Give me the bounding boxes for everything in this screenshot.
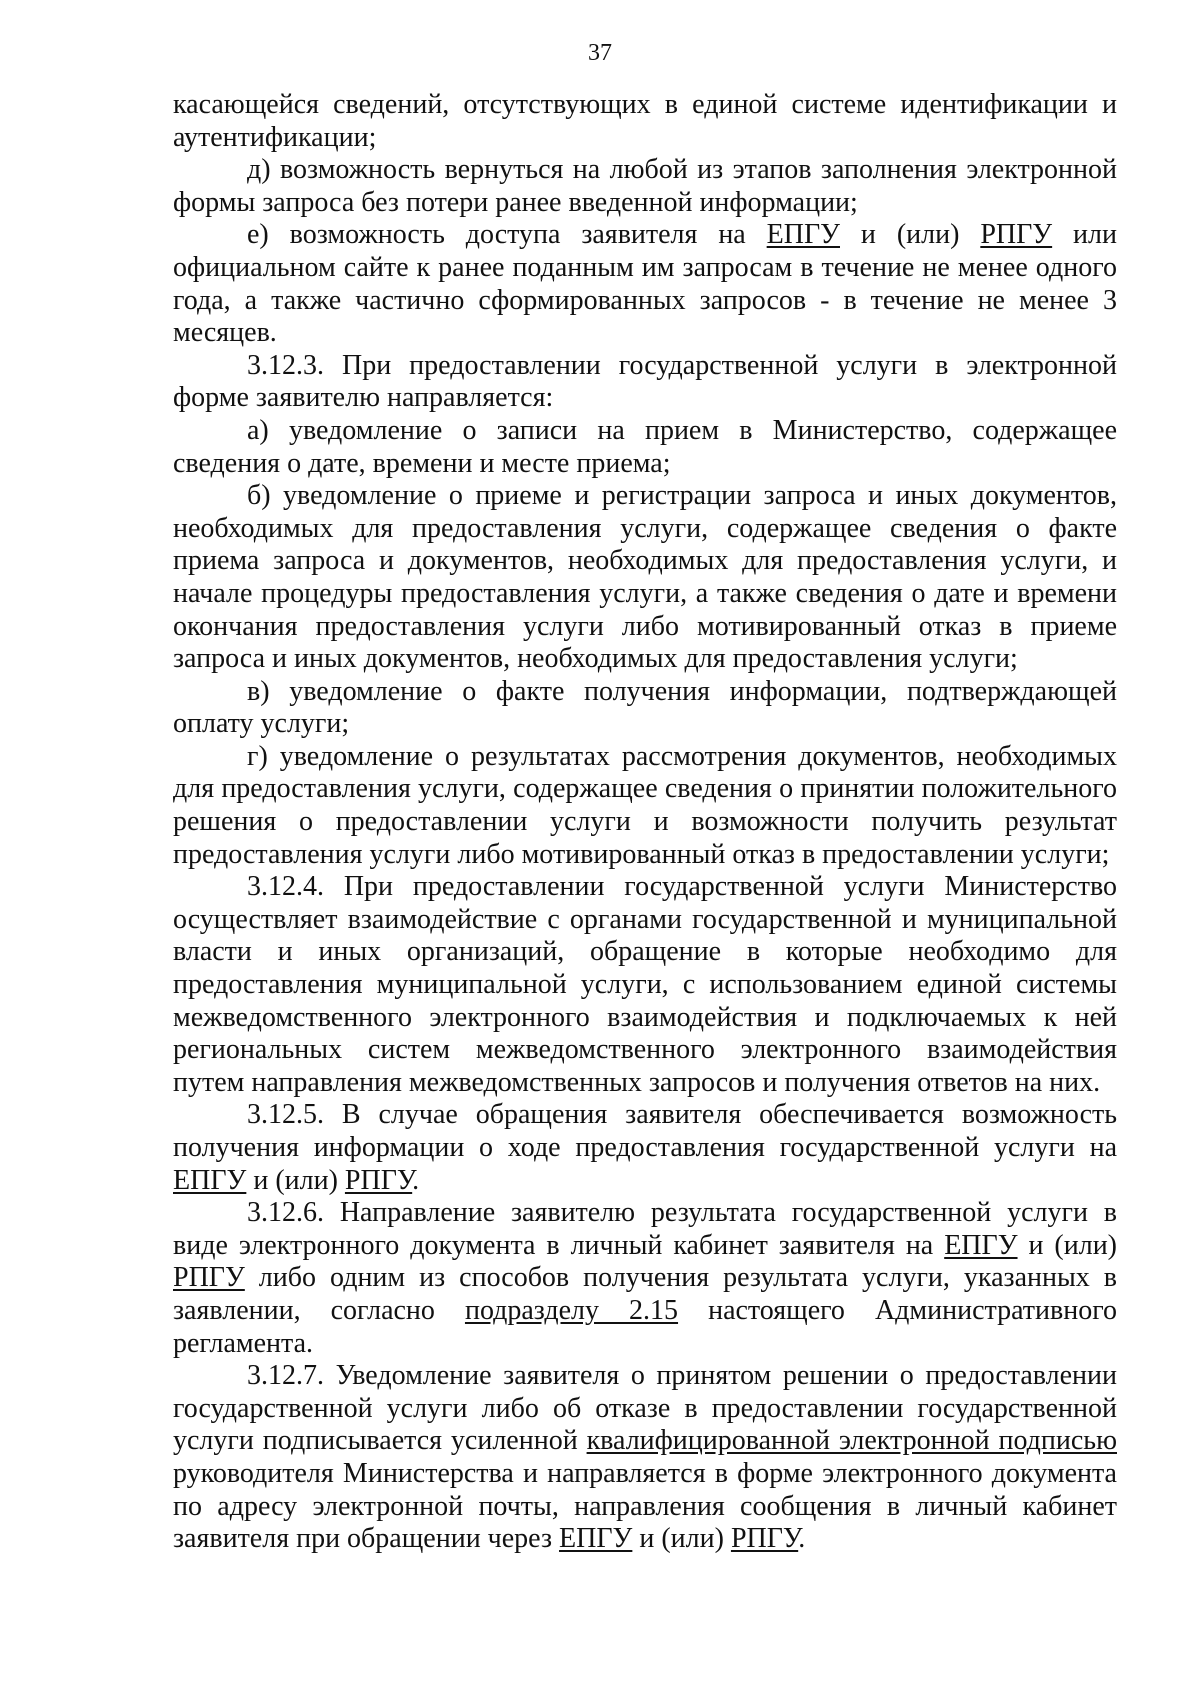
text-run: и (или): [632, 1523, 731, 1555]
text-run: касающейся сведений, отсутствующих в единой системе идентификации и аутентификации;: [173, 89, 1117, 153]
paragraph: [173, 1360, 1117, 1556]
reference-link: ЕПГУ: [173, 1164, 247, 1196]
reference-link: ЕПГУ: [766, 219, 840, 251]
page-number: 37: [588, 40, 612, 66]
text-run: 3.12.3. При предоставлении государственной услуги в электронной форме заявителю направляется:: [173, 349, 1117, 414]
text-run: 3.12.6. Направление заявителю результата государственной услуги в виде электронного документа в личный кабинет заявителя на: [173, 1197, 1117, 1261]
text-run: г) уведомление о результатах рассмотрения документов, необходимых для предоставления услуги, содержащее сведения о принятии положительного решения о предоставлении услуги и возможности получить результат предоставления услуги либо мотивированный отказ в предоставлении услуги;: [173, 740, 1117, 870]
text-run: либо одним из способов получения результата услуги, указанных в заявлении, согласно: [173, 1262, 1117, 1326]
paragraph: [173, 415, 1117, 480]
reference-link: РПГУ: [344, 1164, 413, 1196]
paragraph: [173, 219, 1117, 349]
paragraph: [173, 89, 1117, 154]
paragraph: [173, 676, 1117, 741]
text-run: а) уведомление о записи на прием в Министерство, содержащее сведения о дате, времени и месте приема;: [173, 414, 1117, 479]
reference-link: РПГУ: [980, 219, 1053, 251]
text-run: или официальном сайте к ранее поданным им запросам в течение не менее одного года, а также частично сформированных запросов - в течение не менее 3 месяцев.: [173, 219, 1117, 349]
text-run: б) уведомление о приеме и регистрации запроса и иных документов, необходимых для предоставления услуги, содержащее сведения о факте приема запроса и документов, необходимых для предоставления услуги, и начале процедуры предоставления услуги, а также сведения о дате и времени окончания предоставления услуги либо мотивированный отказ в приеме запроса и иных документов, необходимых для предоставления услуги;: [173, 480, 1117, 675]
text-run: е) возможность доступа заявителя на: [247, 219, 767, 251]
text-run: 3.12.4. При предоставлении государственной услуги Министерство осуществляет взаимодействие с органами государственной и муниципальной власти и иных организаций, обращение в которые необходимо для предоставления муниципальной услуги, с использованием единой системы межведомственного электронного взаимодействия и подключаемых к ней региональных систем межведомственного электронного взаимодействия путем направления межведомственных запросов и получения ответов на них.: [173, 871, 1117, 1098]
document-body: [173, 89, 1117, 1556]
reference-link: ЕПГУ: [559, 1523, 633, 1555]
paragraph: [173, 741, 1117, 871]
reference-link: РПГУ: [730, 1523, 799, 1555]
paragraph: [173, 154, 1117, 219]
text-run: руководителя Министерства и направляется в форме электронного документа по адресу электронной почты, направления сообщения в личный кабинет заявителя при обращении через: [173, 1457, 1117, 1555]
text-run: 3.12.7. Уведомление заявителя о принятом решении о предоставлении государственной услуги либо об отказе в предоставлении государственной услуги подписывается усиленной: [173, 1360, 1117, 1457]
text-run: и (или): [840, 219, 981, 251]
text-run: и (или): [1017, 1229, 1117, 1261]
text-run: .: [412, 1164, 420, 1196]
text-run: и (или): [246, 1164, 345, 1196]
reference-link: РПГУ: [173, 1262, 245, 1294]
text-run: д) возможность вернуться на любой из этапов заполнения электронной формы запроса без потери ранее введенной информации;: [173, 154, 1117, 218]
reference-link: квалифицированной электронной подписью: [586, 1425, 1117, 1457]
reference-link: ЕПГУ: [944, 1229, 1018, 1261]
paragraph: [173, 871, 1117, 1099]
paragraph: [173, 480, 1117, 676]
paragraph: [173, 1099, 1117, 1197]
text-run: 3.12.5. В случае обращения заявителя обеспечивается возможность получения информации о ходе предоставления государственной услуги на: [173, 1099, 1117, 1163]
reference-link: подразделу 2.15: [464, 1294, 679, 1326]
text-run: в) уведомление о факте получения информации, подтверждающей оплату услуги;: [173, 675, 1117, 740]
text-run: .: [798, 1523, 806, 1555]
paragraph: [173, 350, 1117, 415]
paragraph: [173, 1197, 1117, 1360]
text-run: настоящего Административного регламента.: [173, 1294, 1118, 1359]
